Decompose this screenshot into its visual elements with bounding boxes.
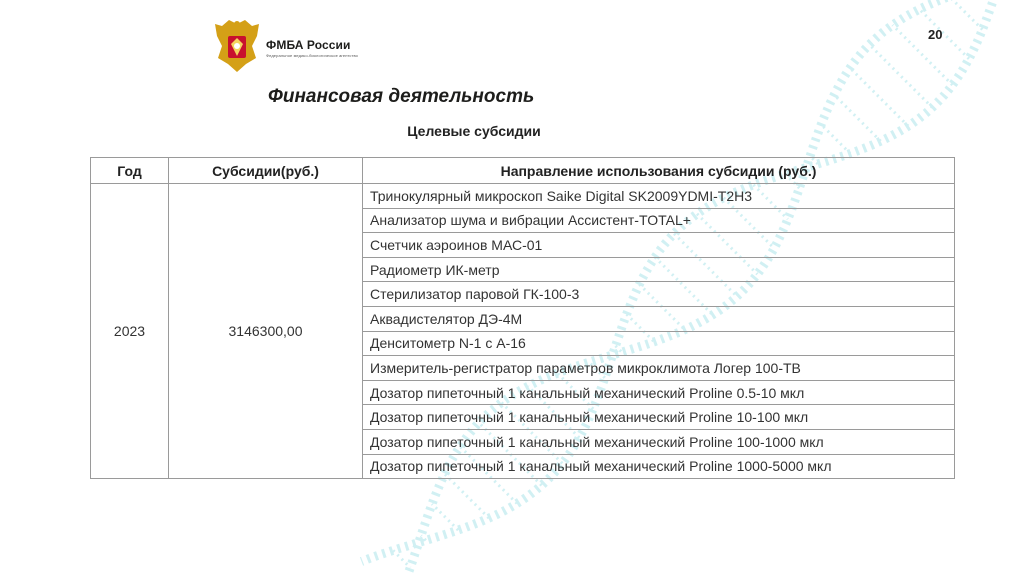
emblem-logo-icon: [212, 18, 262, 74]
table-row: [91, 184, 955, 209]
item-cell: Дозатор пипеточный 1 канальный механический Proline 0.5-10 мкл: [363, 380, 955, 405]
item-cell: Стерилизатор паровой ГК-100-3: [363, 282, 955, 307]
item-cell: Дозатор пипеточный 1 канальный механический Proline 10-100 мкл: [363, 405, 955, 430]
item-cell: Аквадистелятор ДЭ-4М: [363, 306, 955, 331]
page-title: Финансовая деятельность: [268, 86, 535, 107]
year-cell: 2023: [91, 184, 169, 479]
org-subtitle: Федеральное медико-биологическое агентство: [266, 53, 358, 58]
page-subtitle: Целевые субсидии: [407, 123, 541, 139]
amount-cell: 3146300,00: [169, 184, 363, 479]
dna-rung: [445, 474, 489, 518]
dna-rung: [949, 0, 982, 30]
item-cell: Дозатор пипеточный 1 канальный механический Proline 1000-5000 мкл: [363, 454, 955, 479]
item-cell: Счетчик аэроинов МАС-01: [363, 233, 955, 258]
dna-rung: [850, 68, 908, 126]
page-number: 20: [928, 27, 943, 42]
dna-rung: [919, 9, 969, 59]
item-cell: Анализатор шума и вибрации Ассистент-TOTAL+: [363, 208, 955, 233]
subtitle-wrap: [0, 123, 1024, 139]
column-header-year: Год: [91, 158, 169, 184]
table-header-row: [91, 158, 955, 184]
item-cell: Радиометр ИК-метр: [363, 257, 955, 282]
column-header-purpose: Направление использования субсидии (руб.): [363, 158, 955, 184]
dna-rung: [432, 504, 458, 530]
item-cell: Тринокулярный микроскоп Saike Digital SK2009YDMI-T2H3: [363, 184, 955, 209]
item-cell: Дозатор пипеточный 1 канальный механический Proline 100-1000 мкл: [363, 429, 955, 454]
dna-rung: [421, 536, 426, 541]
item-cell: Измеритель-регистратор параметров микроклимота Логер 100-ТВ: [363, 356, 955, 381]
dna-rung: [393, 550, 410, 567]
dna-rung: [869, 45, 932, 108]
subsidies-table: [90, 157, 955, 479]
item-cell: Денситометр N-1 с А-16: [363, 331, 955, 356]
column-header-amount: Субсидии(руб.): [169, 158, 363, 184]
dna-rung: [893, 25, 953, 85]
org-name: ФМБА России: [266, 38, 351, 52]
